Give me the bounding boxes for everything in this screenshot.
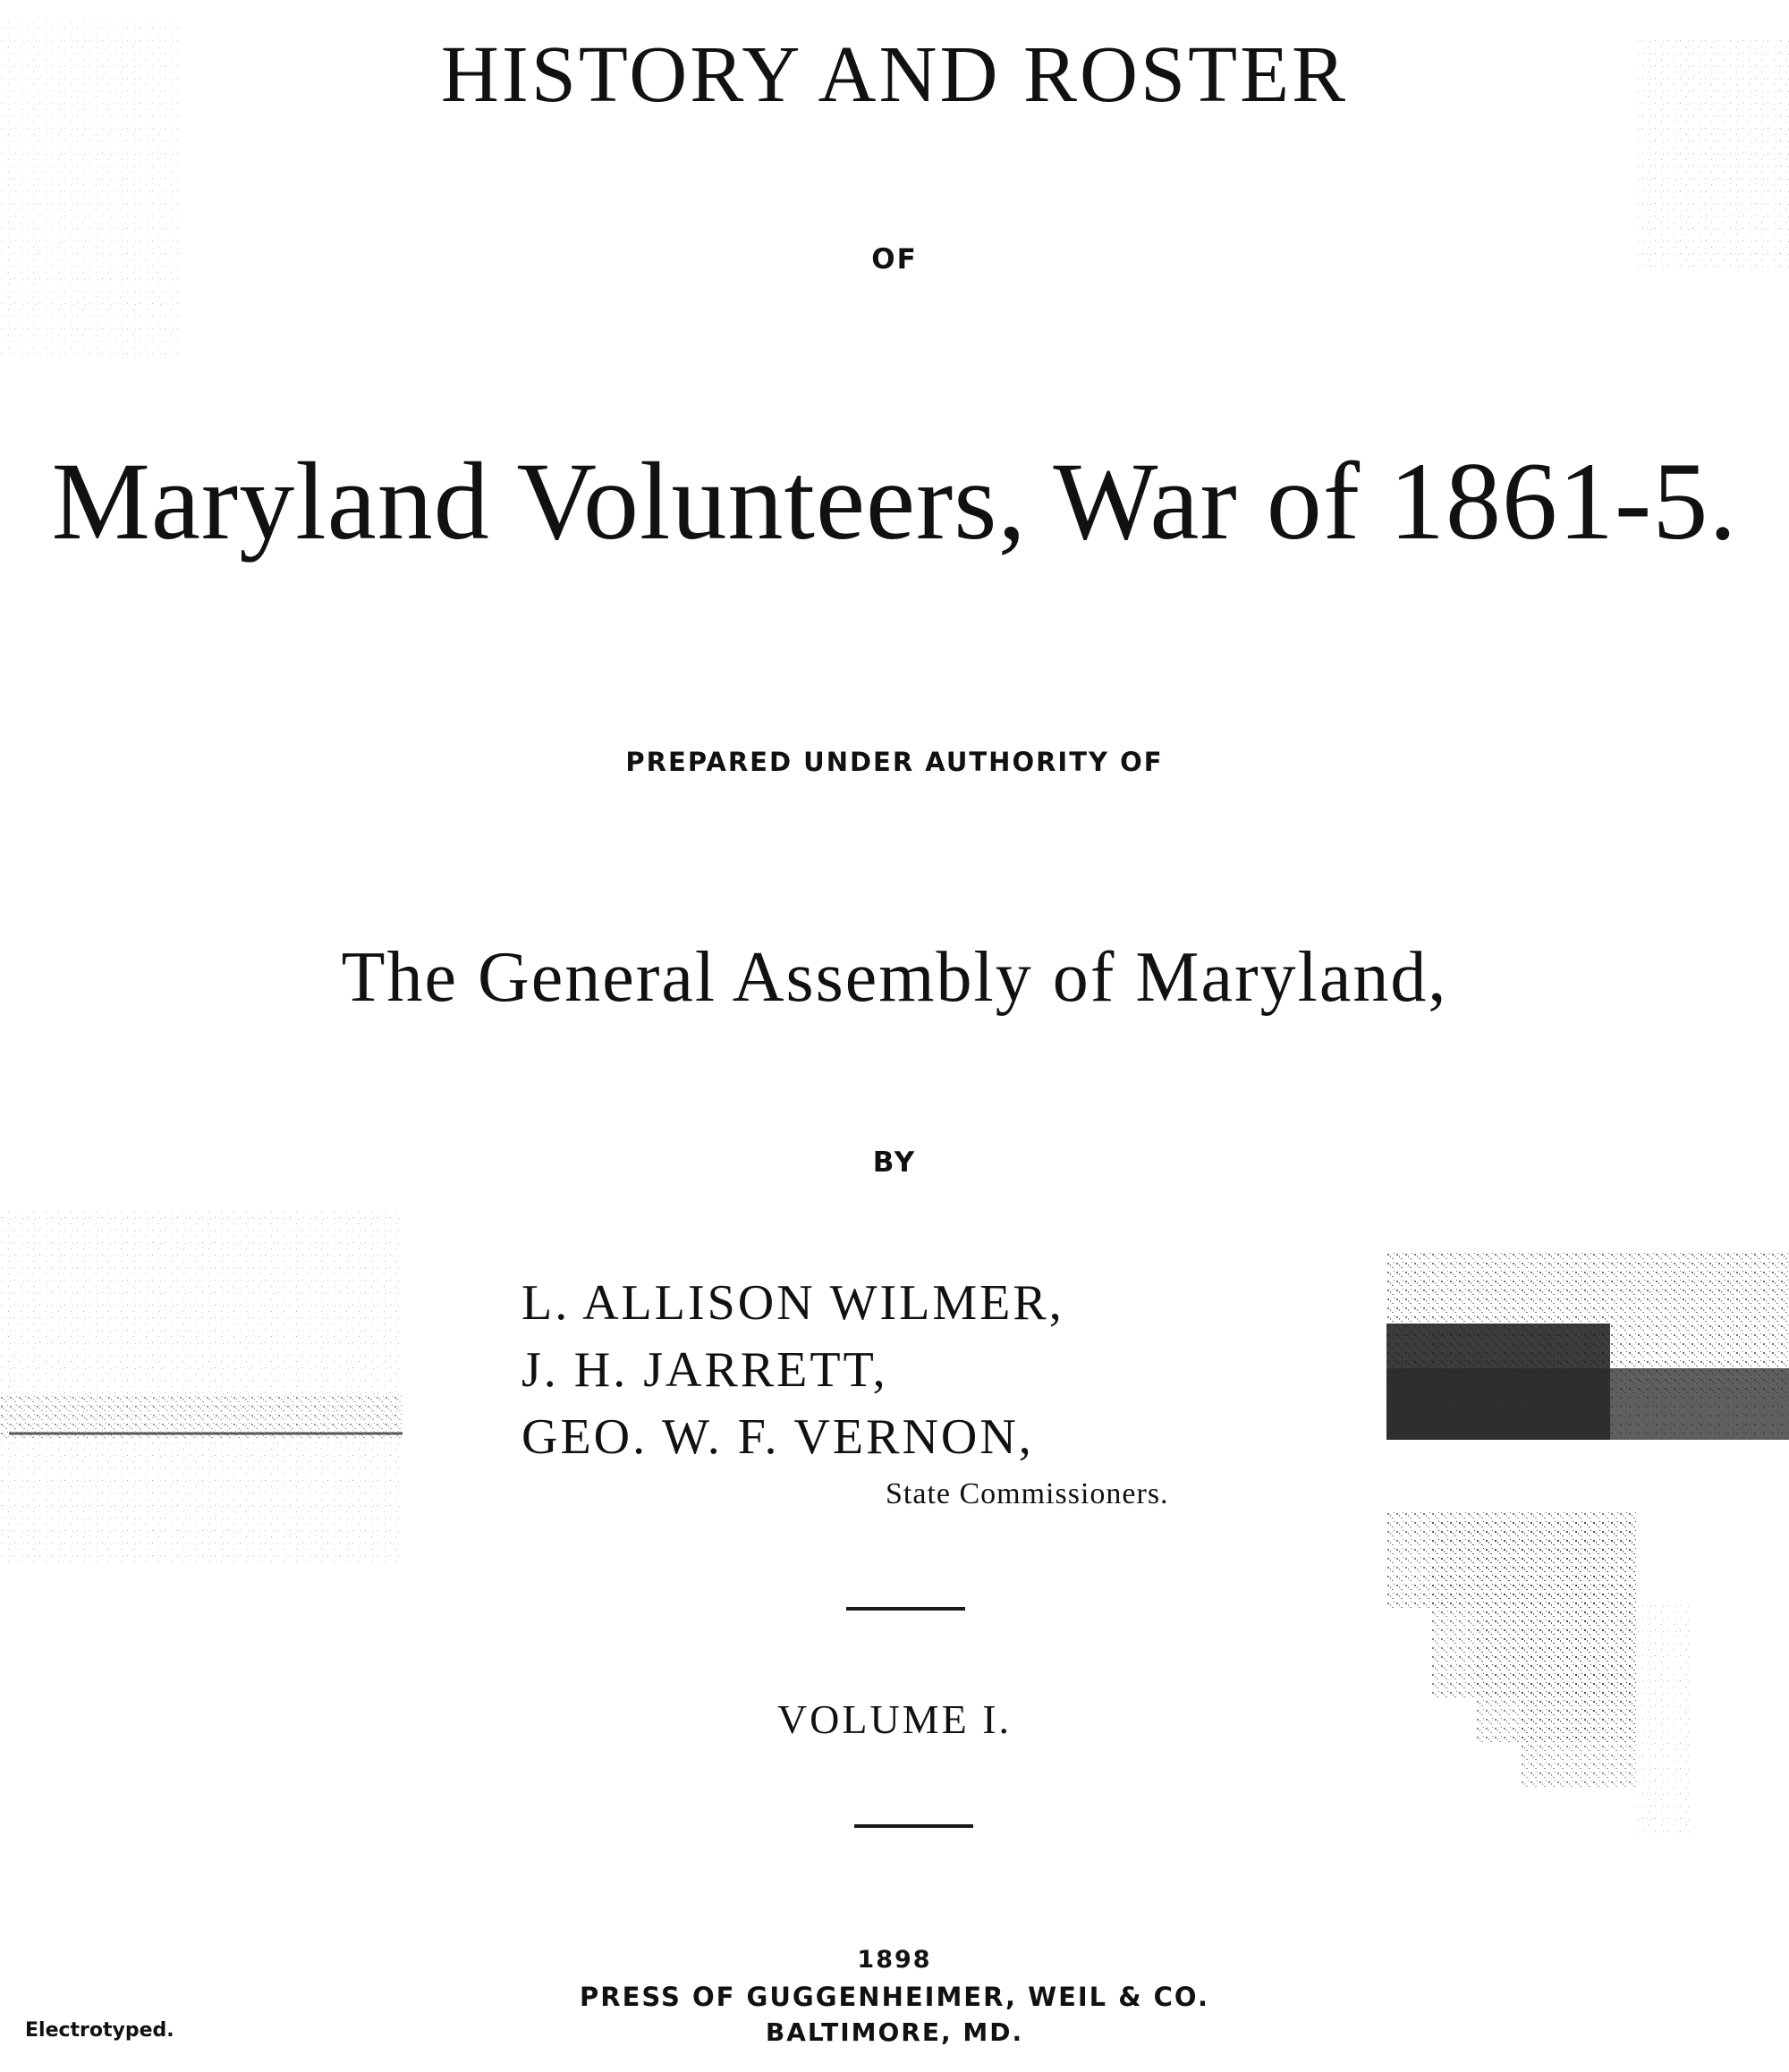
divider-rule xyxy=(854,1824,973,1828)
publisher-city: BALTIMORE, MD. xyxy=(765,2017,1024,2047)
electrotyped-note: Electrotyped. xyxy=(25,2019,174,2042)
divider-rule xyxy=(846,1607,965,1611)
authors-role: State Commissioners. xyxy=(886,1477,1169,1510)
top-title: HISTORY AND ROSTER xyxy=(440,30,1349,119)
prepared-line: PREPARED UNDER AUTHORITY OF xyxy=(625,747,1164,777)
noise-left-mid xyxy=(0,1207,403,1565)
volume-label: VOLUME I. xyxy=(776,1696,1013,1742)
assembly-title: The General Assembly of Maryland, xyxy=(341,938,1448,1017)
of-line: OF xyxy=(871,243,918,275)
scan-artifact-right xyxy=(1386,1250,1789,1833)
publication-year: 1898 xyxy=(857,1946,932,1974)
author-name: L. ALLISON WILMER, xyxy=(521,1275,1064,1331)
publisher-line: PRESS OF GUGGENHEIMER, WEIL & CO. xyxy=(580,1982,1209,2012)
author-name: GEO. W. F. VERNON, xyxy=(521,1409,1034,1465)
author-name: J. H. JARRETT, xyxy=(521,1342,888,1398)
main-title: Maryland Volunteers, War of 1861-5. xyxy=(51,440,1738,562)
by-line: BY xyxy=(872,1146,917,1179)
